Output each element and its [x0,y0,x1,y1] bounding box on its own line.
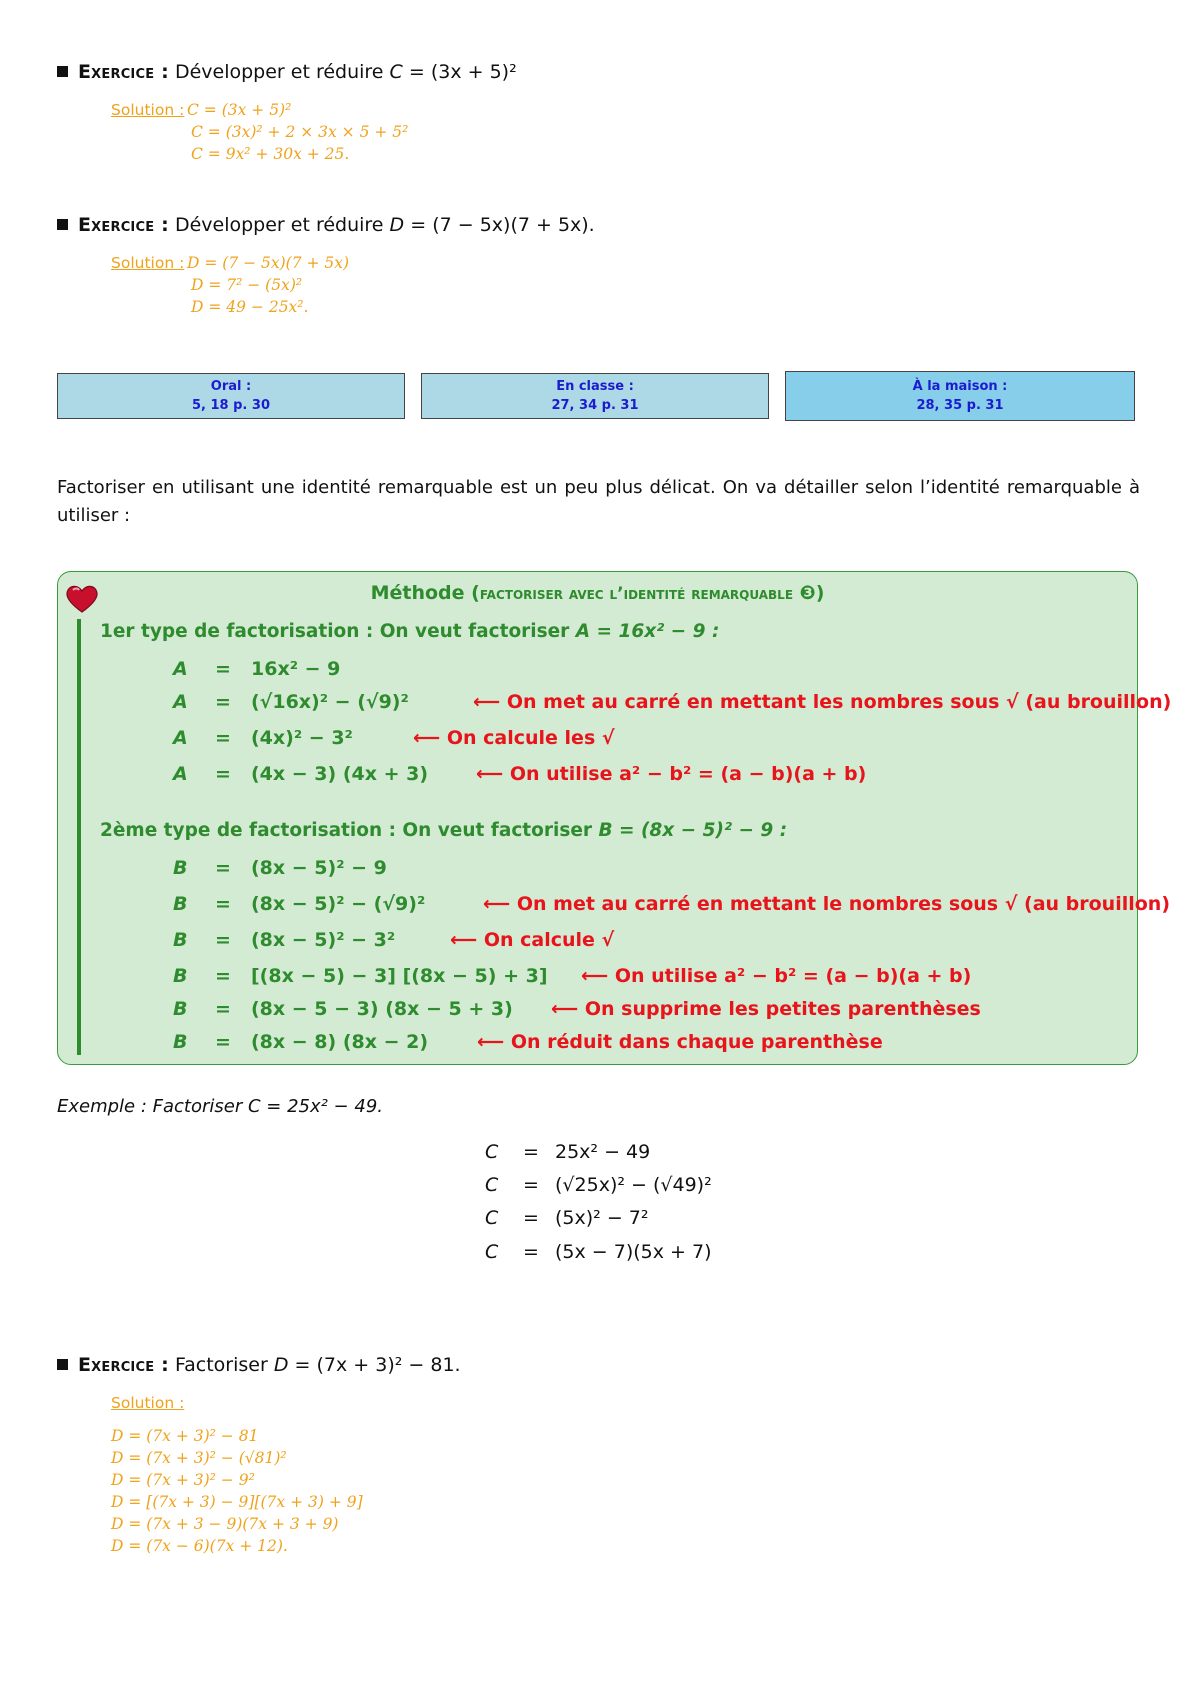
exercise-statement: Factoriser [174,1354,268,1376]
solution-line: D = (7x + 3)² − 81 [111,1427,259,1445]
solution-line: D = (7x + 3)² − (√81)² [111,1449,287,1467]
intro-paragraph: Factoriser en utilisant une identité remarquable est un peu plus délicat. On va détailler selon l’identité remarquable à utiliser : [57,477,1140,526]
solution-line: D = (7x + 3 − 9)(7x + 3 + 9) [111,1515,339,1533]
exercise-3-title [57,1353,461,1377]
example-statement: Exemple : Factoriser C = 25x² − 49. [57,1096,383,1117]
method-box: Méthode (factoriser avec l’identité remarquable ❸) 1er type de factorisation : On veut factoriser A = 16x² − 9 : A = 16x² − 9 A = (√16x)² − (√9)² ⟵ On met au carré en mettant les nombres sous √ (au brouillon) A = (4x)² − 3² ⟵ On calcule les √ A = (4x − 3) (4x + 3) ⟵ On utilise a² − b² = (a − b)(a + b) 2ème type de factorisation : On veut factoriser B = (8x − 5)² − 9 : B = (8x − 5)² − 9 B = (8x − 5)² − (√9)² ⟵ On met au carré en mettant le nombres sous √ (au brouillon) B = (8x − 5)² − 3² ⟵ On calcule √ B = [(8x − 5) − 3] [(8x − 5) + 3] ⟵ On utilise a² − b² = (a − b)(a + b) B = (8x − 5 − 3) (8x − 5 + 3) ⟵ On supprime les petites parenthèses B = (8x − 8) (8x − 2) ⟵ On réduit dans chaque parenthèse [57,571,1138,1065]
solution-line: C = 9x² + 30x + 25. [191,145,350,163]
box-content: 27, 34 p. 31 [551,398,639,413]
exercise-keyword: Exercice : [78,214,169,236]
exercise-formula-rhs: = (7x + 3)² − 81. [294,1354,461,1376]
bullet-square-icon [57,219,68,230]
exercise-formula-lhs: C [389,61,403,83]
solution-line: D = (7 − 5x)(7 + 5x) [187,254,350,272]
exercise-keyword: Exercice : [78,1354,169,1376]
type2-heading: 2ème type de factorisation : On veut factoriser B = (8x − 5)² − 9 : [100,820,788,841]
solution-line: D = 7² − (5x)² [191,276,303,294]
step-comment: ⟵ On calcule les √ [413,727,615,749]
step-comment: ⟵ On met au carré en mettant le nombres sous √ (au brouillon) [483,893,1171,915]
solution-label: Solution : [111,1394,185,1412]
box-title: À la maison : [912,379,1008,394]
step-comment: ⟵ On réduit dans chaque parenthèse [477,1031,883,1053]
solution-line: C = (3x + 5)² [187,101,292,119]
exercise-keyword: Exercice : [78,61,169,83]
bullet-square-icon [57,1359,68,1370]
step-comment: ⟵ On utilise a² − b² = (a − b)(a + b) [581,965,972,987]
box-title: Oral : [210,379,252,394]
method-left-bar [77,619,81,1055]
solution-label: Solution : [111,101,185,119]
method-title-number: ❸ [799,582,816,604]
solution-line: D = [(7x + 3) − 9][(7x + 3) + 9] [111,1493,363,1511]
exercise-1-solution [111,99,511,169]
exercise-formula-rhs: = (7 − 5x)(7 + 5x). [410,214,595,236]
step-comment: ⟵ On utilise a² − b² = (a − b)(a + b) [476,763,867,785]
step-comment: ⟵ On supprime les petites parenthèses [551,998,981,1020]
exercise-formula-lhs: D [273,1354,289,1376]
exercise-formula-lhs: D [389,214,405,236]
en-classe-box [421,373,769,419]
solution-line: C = (3x)² + 2 × 3x × 5 + 5² [191,123,409,141]
solution-line: D = 49 − 25x². [191,298,309,316]
exercise-formula-rhs: = (3x + 5)² [408,61,517,83]
solution-line: D = (7x + 3)² − 9² [111,1471,255,1489]
step-comment: ⟵ On calcule √ [450,929,615,951]
method-title: Méthode (factoriser avec l’identité remarquable ❸) [370,582,825,604]
type1-heading: 1er type de factorisation : On veut factoriser A = 16x² − 9 : [100,621,720,642]
oral-box [57,373,405,419]
step-comment: ⟵ On met au carré en mettant les nombres sous √ (au brouillon) [473,691,1172,713]
exercise-2-title [57,213,595,237]
a-la-maison-box [785,371,1135,421]
exercise-1-title [57,60,517,84]
exercise-statement: Développer et réduire [174,61,384,83]
box-content: 28, 35 p. 31 [916,398,1004,413]
method-title-word: Méthode [370,582,465,604]
solution-label: Solution : [111,254,185,272]
exercise-2-solution [111,252,511,322]
solution-line: D = (7x − 6)(7x + 12). [111,1537,288,1555]
method-title-detail: factoriser avec l’identité remarquable [479,584,794,604]
box-content: 5, 18 p. 30 [192,398,270,413]
exercise-statement: Développer et réduire [174,214,384,236]
box-title: En classe : [556,379,634,394]
bullet-square-icon [57,66,68,77]
exercise-3-solution [111,1392,511,1562]
